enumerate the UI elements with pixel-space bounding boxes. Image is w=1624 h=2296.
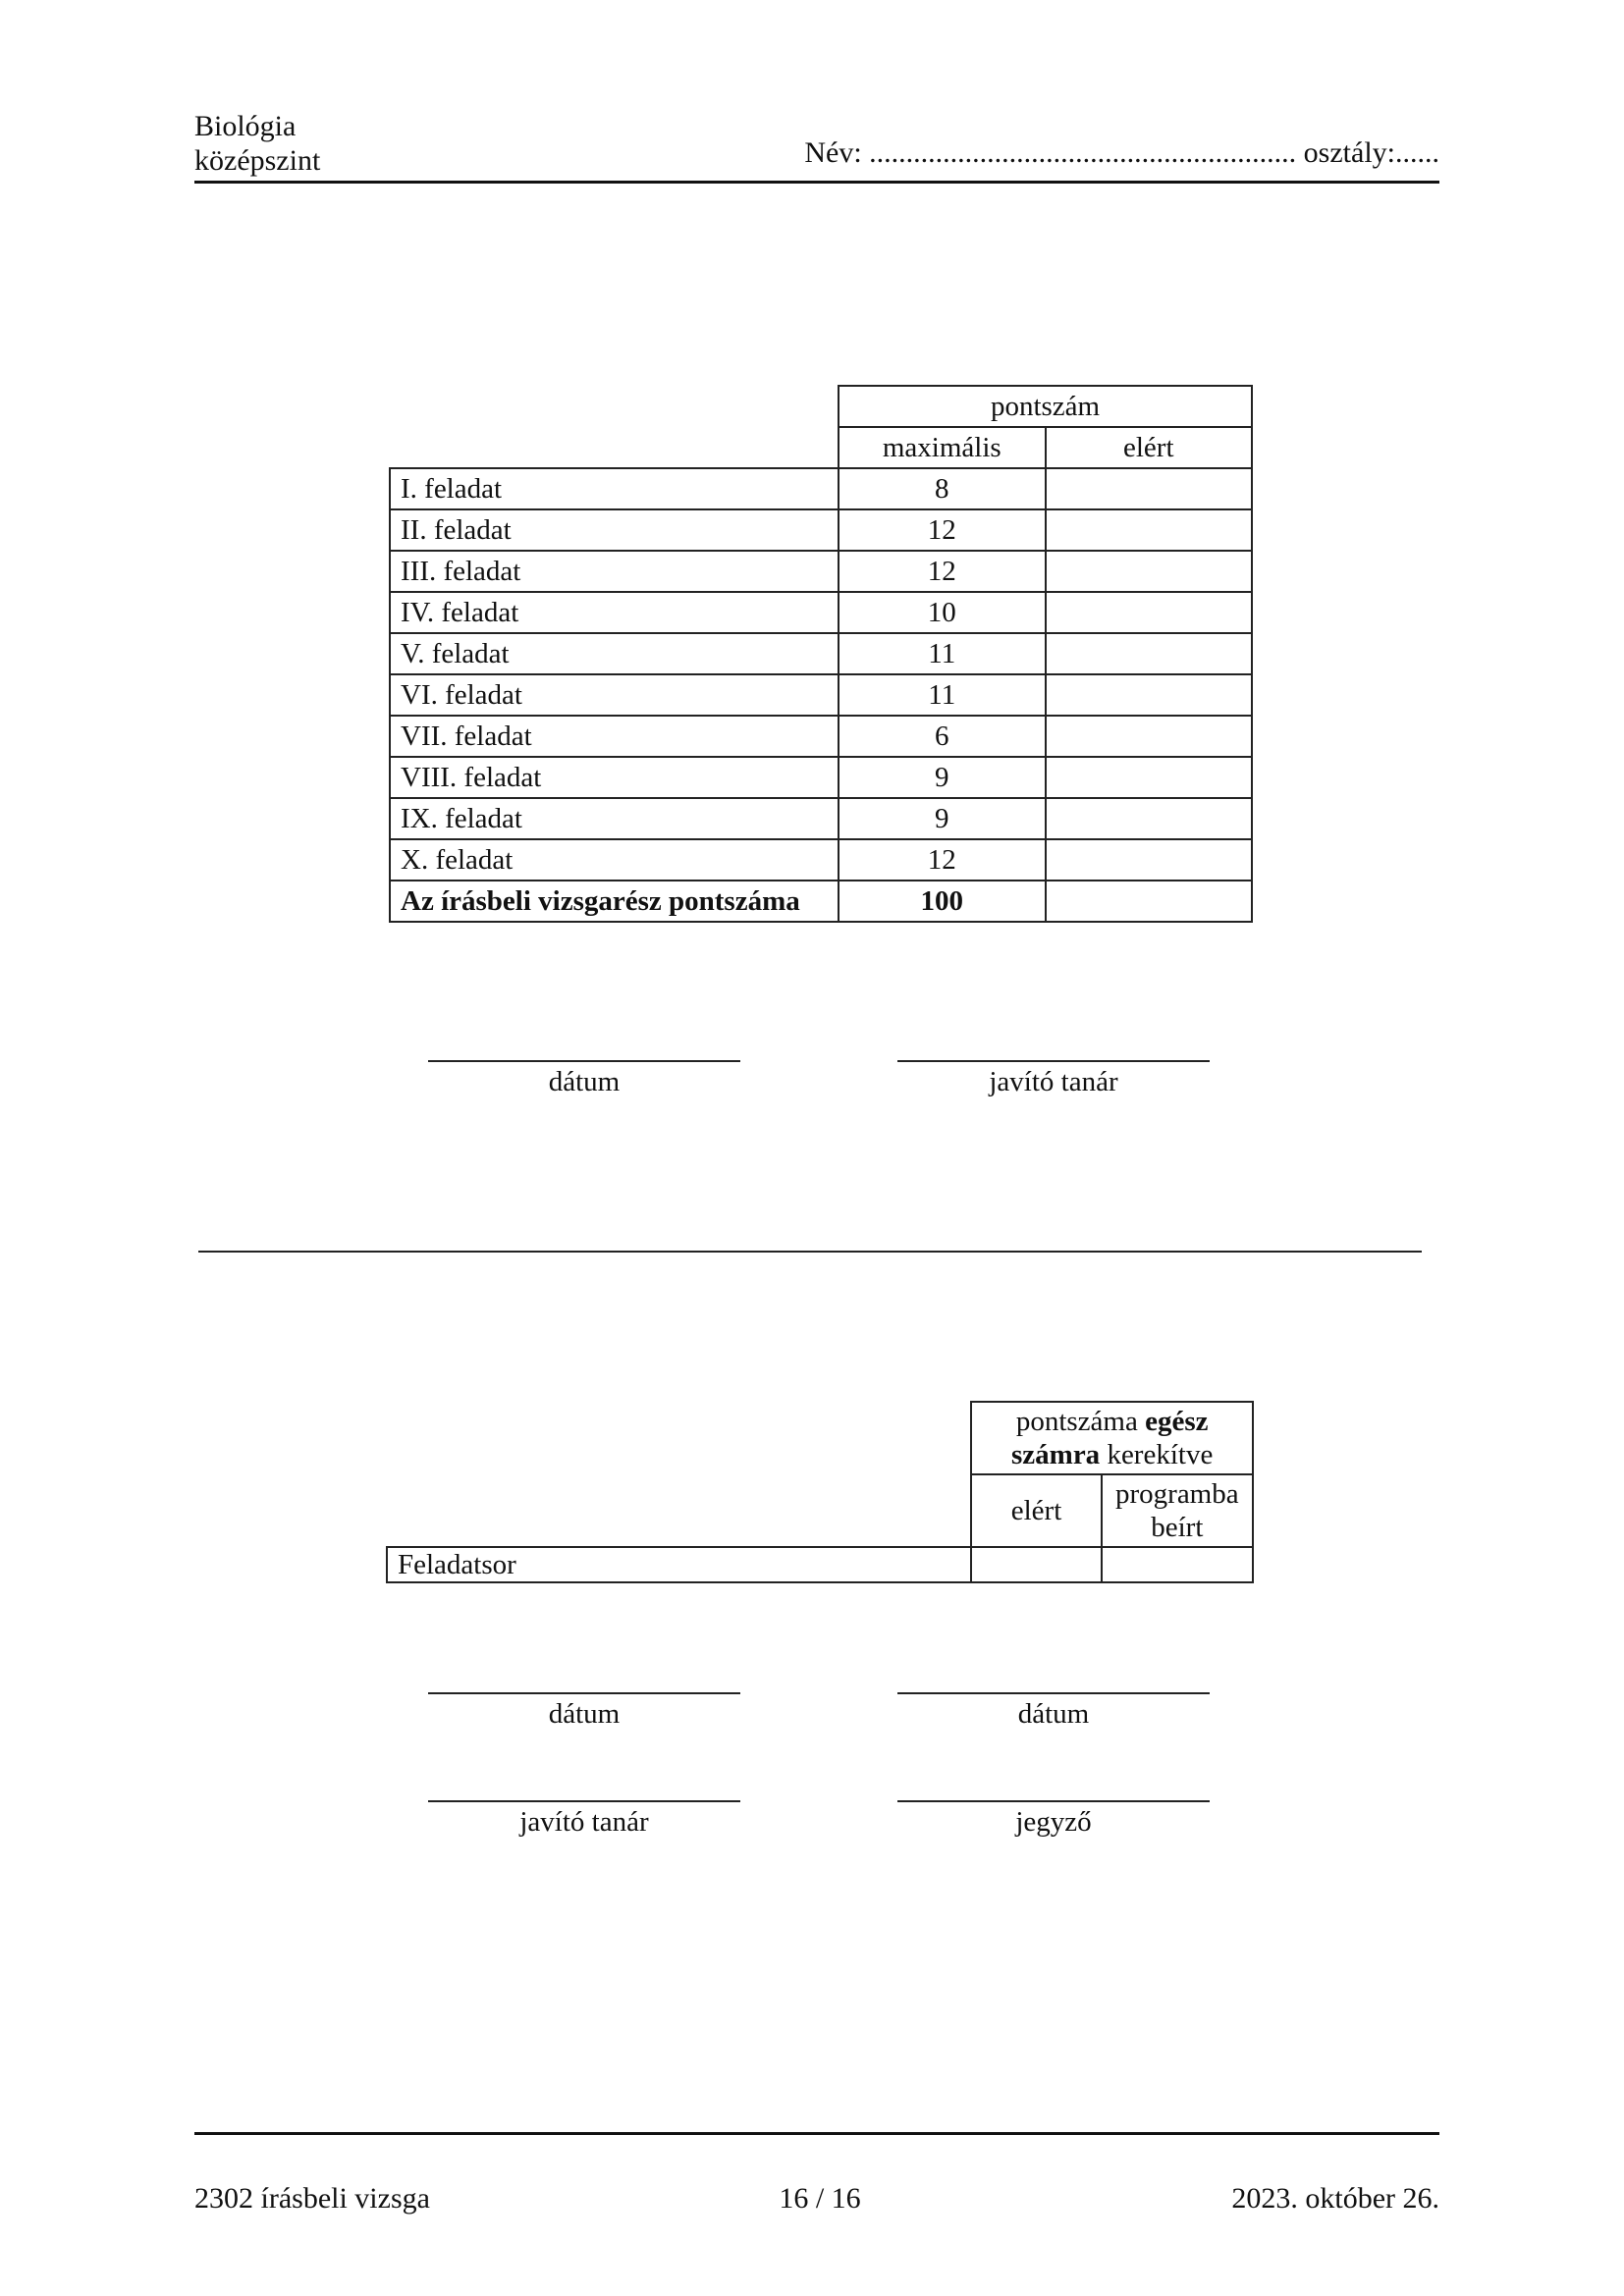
score-table [389, 385, 1253, 923]
task-max: 8 [839, 468, 1045, 509]
header-text: programba [1115, 1478, 1239, 1510]
table-row [390, 757, 1252, 798]
name-class-field: Név: .......................................................... osztály:...... [804, 136, 1439, 169]
footer-exam-code: 2302 írásbeli vizsga [194, 2182, 430, 2215]
section-divider [198, 1251, 1422, 1253]
table-row [390, 633, 1252, 674]
task-achieved-cell[interactable] [1046, 592, 1253, 633]
table-row [390, 468, 1252, 509]
task-achieved-cell[interactable] [1046, 551, 1253, 592]
signature-caption: dátum [1017, 1698, 1090, 1730]
table-row [390, 716, 1252, 757]
header-rule [194, 181, 1439, 184]
task-max: 11 [839, 633, 1045, 674]
task-label: II. feladat [390, 509, 839, 551]
task-max: 10 [839, 592, 1045, 633]
table-row [387, 1547, 1253, 1582]
table-row [390, 509, 1252, 551]
total-label: Az írásbeli vizsgarész pontszáma [390, 881, 839, 922]
table-row [390, 551, 1252, 592]
task-label: X. feladat [390, 839, 839, 881]
table-row-total [390, 881, 1252, 922]
table-row [390, 592, 1252, 633]
program-cell[interactable] [1102, 1547, 1253, 1582]
footer-date: 2023. október 26. [1231, 2182, 1439, 2215]
task-achieved-cell[interactable] [1046, 509, 1253, 551]
signature-date-right [897, 1692, 1210, 1731]
task-achieved-cell[interactable] [1046, 798, 1253, 839]
task-achieved-cell[interactable] [1046, 716, 1253, 757]
header-text: beírt [1151, 1512, 1204, 1543]
table-row [390, 798, 1252, 839]
col-header-achieved: elért [1046, 427, 1253, 468]
col-header-max: maximális [839, 427, 1045, 468]
signature-caption: javító tanár [519, 1806, 649, 1838]
header-bold-text: számra [1011, 1439, 1101, 1470]
task-achieved-cell[interactable] [1046, 674, 1253, 716]
signature-line[interactable] [428, 1060, 740, 1062]
header-text: kerekítve [1100, 1439, 1214, 1470]
signature-line[interactable] [428, 1800, 740, 1802]
signature-line[interactable] [897, 1800, 1210, 1802]
signature-registrar [897, 1800, 1210, 1839]
task-label: V. feladat [390, 633, 839, 674]
final-table-header-row [387, 1402, 1253, 1474]
header-text: pontszáma [1015, 1406, 1146, 1437]
task-achieved-cell[interactable] [1046, 757, 1253, 798]
footer-rule [194, 2132, 1439, 2135]
task-max: 9 [839, 798, 1045, 839]
task-label: I. feladat [390, 468, 839, 509]
signature-caption: dátum [548, 1698, 621, 1730]
task-label: VII. feladat [390, 716, 839, 757]
table-row [390, 674, 1252, 716]
final-group-header [971, 1402, 1253, 1474]
task-achieved-cell[interactable] [1046, 633, 1253, 674]
signature-date-top [428, 1060, 740, 1098]
signature-date-left [428, 1692, 740, 1731]
final-score-table [386, 1401, 1254, 1583]
task-max: 6 [839, 716, 1045, 757]
task-max: 12 [839, 839, 1045, 881]
signature-teacher-bottom [428, 1800, 740, 1839]
task-label: IX. feladat [390, 798, 839, 839]
task-label: VI. feladat [390, 674, 839, 716]
signature-caption: dátum [548, 1066, 621, 1097]
task-label: VIII. feladat [390, 757, 839, 798]
achieved-cell[interactable] [971, 1547, 1101, 1582]
col-header-program [1102, 1474, 1253, 1547]
task-achieved-cell[interactable] [1046, 839, 1253, 881]
table-row [390, 839, 1252, 881]
col-header-achieved: elért [971, 1474, 1101, 1547]
task-label: IV. feladat [390, 592, 839, 633]
signature-caption: jegyző [1015, 1806, 1092, 1838]
task-label: III. feladat [390, 551, 839, 592]
score-table-subheader-row [390, 427, 1252, 468]
total-max: 100 [839, 881, 1045, 922]
subject-level: középszint [194, 144, 321, 177]
header-bold-text: egész [1145, 1406, 1209, 1437]
score-group-header: pontszám [839, 386, 1252, 427]
task-achieved-cell[interactable] [1046, 468, 1253, 509]
page-header-subject [194, 109, 320, 178]
signature-teacher-top [897, 1060, 1210, 1098]
total-achieved-cell[interactable] [1046, 881, 1253, 922]
signature-line[interactable] [897, 1692, 1210, 1694]
footer-page-number: 16 / 16 [779, 2182, 861, 2215]
signature-caption: javító tanár [989, 1066, 1118, 1097]
signature-line[interactable] [897, 1060, 1210, 1062]
subject-name: Biológia [194, 110, 297, 142]
task-max: 11 [839, 674, 1045, 716]
task-max: 9 [839, 757, 1045, 798]
row-label: Feladatsor [387, 1547, 971, 1582]
signature-line[interactable] [428, 1692, 740, 1694]
final-table-subheader-row [387, 1474, 1253, 1547]
task-max: 12 [839, 509, 1045, 551]
task-max: 12 [839, 551, 1045, 592]
score-table-header-row [390, 386, 1252, 427]
